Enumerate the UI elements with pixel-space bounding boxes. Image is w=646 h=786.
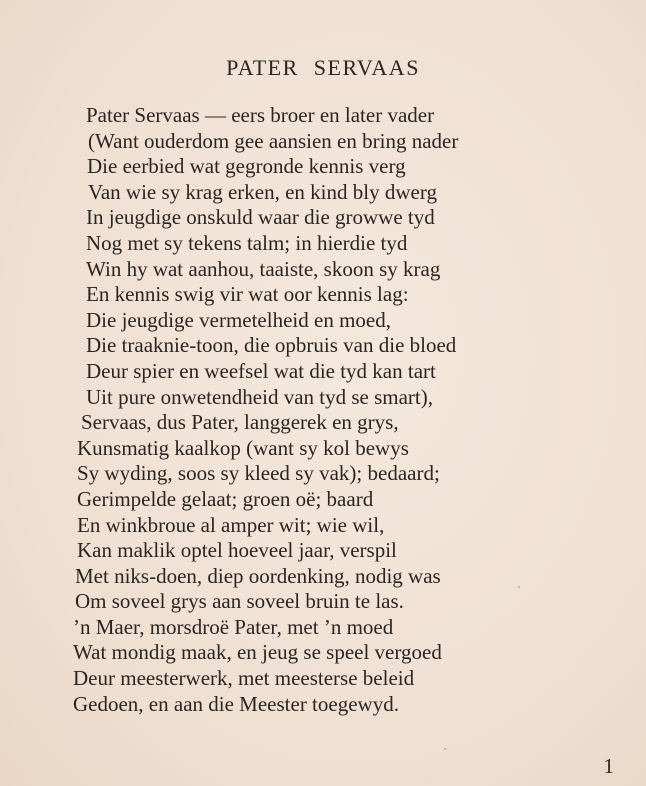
poem-line: Met niks-doen, diep oordenking, nodig was bbox=[75, 563, 441, 588]
poem-line: Kan maklik optel hoeveel jaar, verspil bbox=[77, 538, 397, 563]
poem-line: En kennis swig vir wat oor kennis lag: bbox=[86, 282, 409, 307]
poem-line: Sy wyding, soos sy kleed sy vak); bedaard; bbox=[77, 461, 440, 486]
poem-line: ’n Maer, morsdroë Pater, met ’n moed bbox=[73, 614, 394, 639]
poem-line: In jeugdige onskuld waar die growwe tyd bbox=[86, 205, 435, 230]
poem-line: (Want ouderdom gee aansien en bring nader bbox=[88, 128, 459, 153]
poem-title: PATER SERVAAS bbox=[226, 55, 420, 80]
poem-line: Die traaknie-toon, die opbruis van die bloed bbox=[86, 333, 457, 358]
poem-line: Die eerbied wat gegronde kennis verg bbox=[87, 154, 406, 179]
poem-line: Gedoen, en aan die Meester toegewyd. bbox=[73, 691, 399, 716]
poem-line: Gerimpelde gelaat; groen oë; baard bbox=[77, 486, 374, 511]
poem-line: Servaas, dus Pater, langgerek en grys, bbox=[81, 410, 399, 435]
poem-line: Die jeugdige vermetelheid en moed, bbox=[86, 307, 391, 332]
poem-line: Win hy wat aanhou, taaiste, skoon sy krag bbox=[86, 256, 441, 281]
poem-line: Wat mondig maak, en jeug se speel vergoed bbox=[73, 640, 442, 665]
poem-line: En winkbroue al amper wit; wie wil, bbox=[77, 512, 385, 537]
poem-line: Kunsmatig kaalkop (want sy kol bewys bbox=[77, 435, 409, 460]
poem-line: Deur spier en weefsel wat die tyd kan tart bbox=[86, 358, 436, 383]
poem-line: Deur meesterwerk, met meesterse beleid bbox=[73, 666, 415, 691]
poem-line: Nog met sy tekens talm; in hierdie tyd bbox=[86, 230, 408, 255]
poem-body bbox=[73, 103, 459, 717]
poem-line: Uit pure onwetendheid van tyd se smart), bbox=[86, 384, 433, 409]
poem-line: Van wie sy krag erken, en kind bly dwerg bbox=[88, 179, 437, 204]
poem-line: Om soveel grys aan soveel bruin te las. bbox=[75, 589, 404, 614]
page-number: 1 bbox=[603, 754, 614, 778]
poem-line: Pater Servaas — eers broer en later vader bbox=[86, 103, 435, 127]
paper-speck bbox=[518, 586, 520, 588]
paper-speck bbox=[444, 748, 446, 750]
